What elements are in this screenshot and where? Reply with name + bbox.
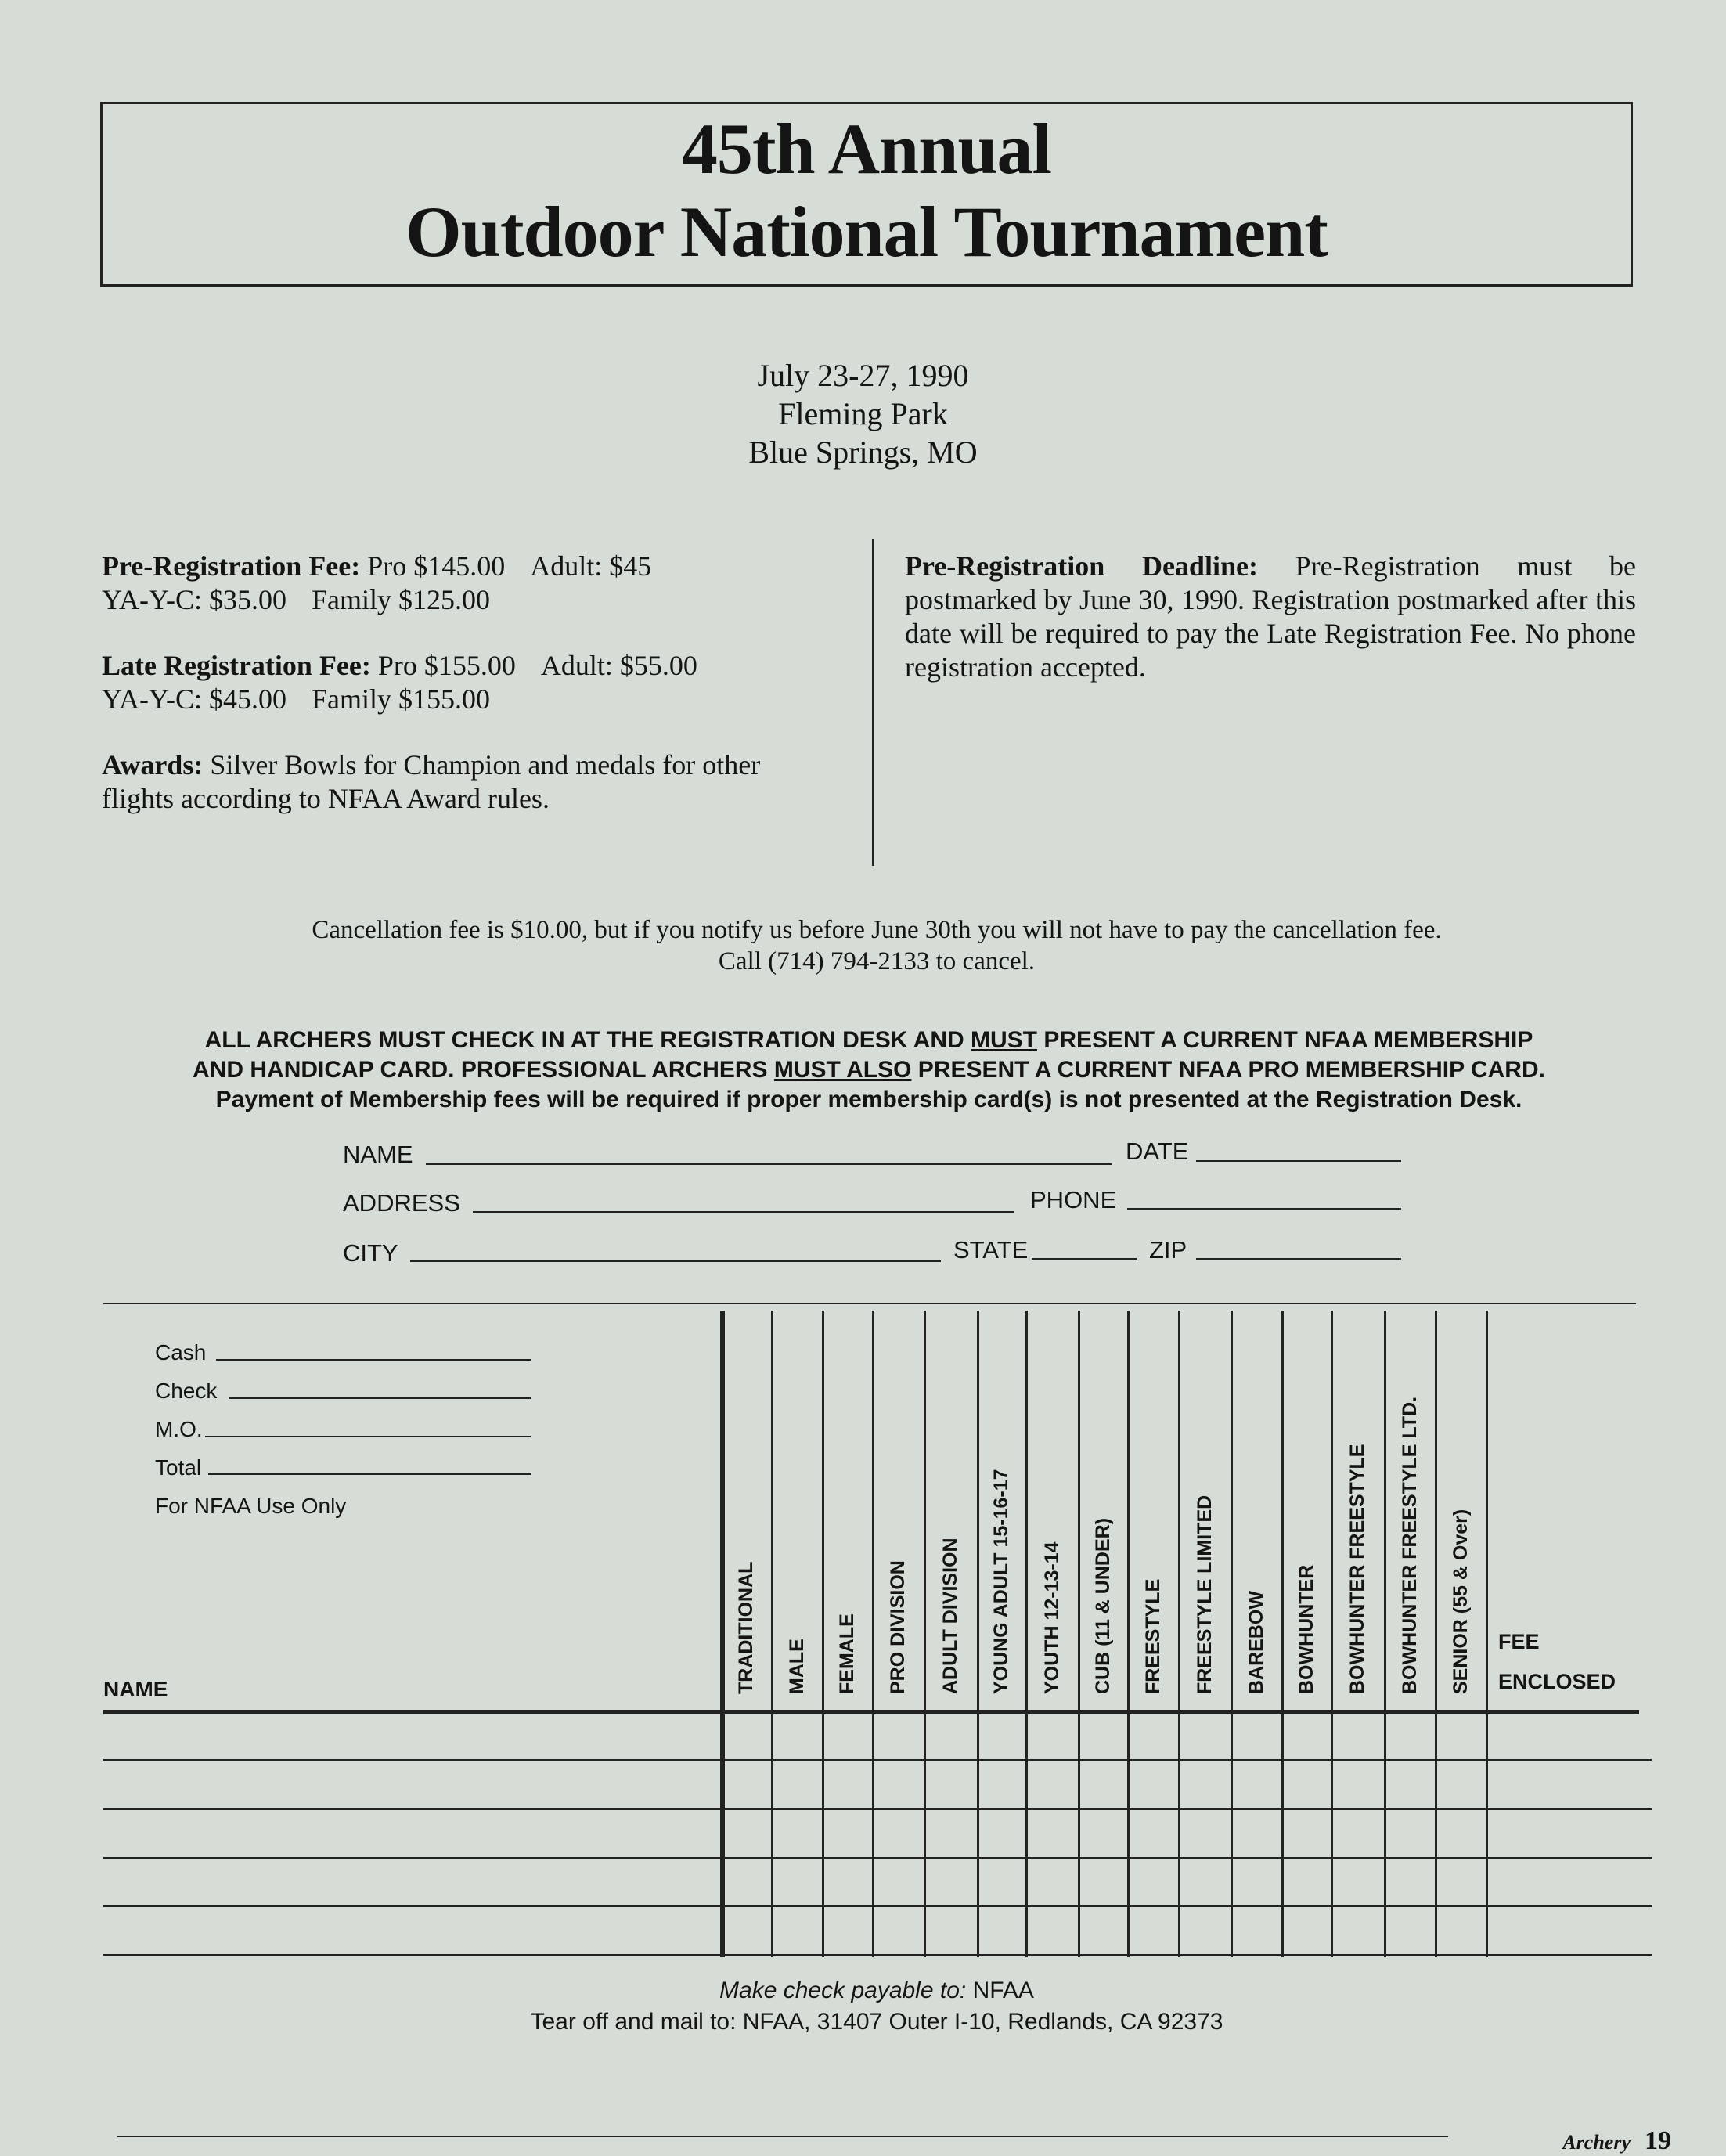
cancellation-line-1: Cancellation fee is $10.00, but if you notify us before June 30th you will not have to pay the cancellation fee. (312, 916, 1442, 944)
page-footer (1562, 2126, 1671, 2156)
payment-mo-label: M.O. (155, 1417, 203, 1441)
column-divider (872, 1311, 874, 1957)
payable-label: Make check payable to: (719, 1978, 967, 2003)
column-divider (720, 1311, 725, 1957)
notice-line-3: Payment of Membership fees will be required if proper membership card(s) is not presented at the Registration Desk. (215, 1087, 1522, 1112)
column-header: BOWHUNTER FREESTYLE (1346, 1444, 1368, 1694)
deadline-text: Pre-Registration must be postmarked by June 30, 1990. Registration postmarked after this date will be required to pay the Late Registration Fee. No phone registration accepted. (905, 550, 1636, 683)
name-label: NAME (343, 1141, 413, 1168)
column-header: YOUNG ADULT 15-16-17 (990, 1469, 1012, 1694)
address-label: ADDRESS (343, 1189, 460, 1217)
tear-line (117, 2136, 1448, 2137)
column-divider (1127, 1311, 1130, 1957)
pre-fee-family: Family $125.00 (312, 584, 491, 615)
phone-label: PHONE (1030, 1186, 1117, 1213)
column-divider (1384, 1311, 1386, 1957)
late-fee-yayc: YA-Y-C: $45.00 (102, 683, 287, 715)
notice-line-2: AND HANDICAP CARD. PROFESSIONAL ARCHERS MUST ALSO PRESENT A CURRENT NFAA PRO MEMBERSHIP CARD. (193, 1057, 1545, 1083)
payment-check-field[interactable] (229, 1397, 531, 1399)
magazine-name: Archery (1562, 2131, 1631, 2154)
column-divider (1331, 1311, 1333, 1957)
awards-label: Awards: (102, 749, 204, 781)
event-location: Blue Springs, MO (748, 434, 978, 470)
column-divider (1025, 1311, 1028, 1957)
column-header: FEMALE (836, 1613, 858, 1694)
pre-fee-adult: Adult: $45 (530, 550, 652, 582)
payable-name: NFAA (972, 1978, 1034, 2003)
cancellation-line-2: Call (714) 794-2133 to cancel. (718, 947, 1036, 975)
title-line-2: Outdoor National Tournament (405, 192, 1328, 272)
late-fee-label: Late Registration Fee: (102, 650, 371, 681)
payment-nfaa-label: For NFAA Use Only (155, 1494, 347, 1518)
event-dates: July 23-27, 1990 (757, 358, 969, 393)
payment-cash-field[interactable] (216, 1359, 531, 1361)
fee-header-line-1: FEE (1498, 1630, 1540, 1653)
column-divider (1178, 1311, 1180, 1957)
pre-fee-pro: Pro $145.00 (367, 550, 506, 582)
notice-line-1: ALL ARCHERS MUST CHECK IN AT THE REGISTRATION DESK AND MUST PRESENT A CURRENT NFAA MEMBERSHIP (204, 1027, 1533, 1053)
late-fee-adult: Adult: $55.00 (540, 650, 697, 681)
awards-text: Silver Bowls for Champion and medals for other flights according to NFAA Award rules. (102, 749, 761, 814)
column-header: SENIOR (55 & Over) (1449, 1509, 1472, 1694)
column-header: CUB (11 & UNDER) (1091, 1517, 1114, 1694)
column-divider (1435, 1311, 1437, 1957)
column-header: BAREBOW (1245, 1591, 1267, 1694)
state-label: STATE (953, 1236, 1029, 1264)
table-row (103, 1905, 1652, 1907)
title-line-1: 45th Annual (681, 109, 1052, 189)
deadline-label: Pre-Registration Deadline: (905, 550, 1258, 582)
date-label: DATE (1126, 1137, 1189, 1165)
column-divider (1486, 1311, 1488, 1957)
city-label: CITY (343, 1239, 398, 1267)
column-header: PRO DIVISION (887, 1560, 909, 1694)
table-row (103, 1808, 1652, 1810)
column-divider (771, 1311, 773, 1957)
payment-cash-label: Cash (155, 1340, 207, 1365)
header-rule (103, 1710, 1639, 1714)
column-header: TRADITIONAL (734, 1561, 757, 1694)
table-row (103, 1954, 1652, 1956)
table-row (103, 1759, 1652, 1761)
payment-check-label: Check (155, 1379, 218, 1403)
column-divider (1078, 1311, 1080, 1957)
column-header: ADULT DIVISION (939, 1538, 961, 1694)
table-top-rule (103, 1303, 1636, 1304)
payment-mo-field[interactable] (205, 1436, 531, 1437)
payment-total-field[interactable] (208, 1473, 531, 1475)
table-row (103, 1857, 1652, 1859)
column-header: YOUTH 12-13-14 (1040, 1541, 1063, 1694)
late-fee-family: Family $155.00 (312, 683, 491, 715)
payment-total-label: Total (155, 1455, 202, 1480)
zip-label: ZIP (1149, 1236, 1187, 1264)
late-fee-pro: Pro $155.00 (377, 650, 516, 681)
event-venue: Fleming Park (778, 396, 948, 431)
column-divider (1231, 1311, 1233, 1957)
column-divider (1281, 1311, 1284, 1957)
column-header: FREESTYLE (1141, 1578, 1164, 1694)
fee-header-line-2: ENCLOSED (1498, 1670, 1616, 1693)
column-divider (822, 1311, 824, 1957)
pre-fee-label: Pre-Registration Fee: (102, 550, 361, 582)
column-divider (977, 1311, 979, 1957)
mail-address: Tear off and mail to: NFAA, 31407 Outer I-10, Redlands, CA 92373 (530, 2009, 1223, 2035)
column-header: MALE (785, 1639, 808, 1694)
column-header: BOWHUNTER FREESTYLE LTD. (1398, 1396, 1421, 1694)
pre-fee-yayc: YA-Y-C: $35.00 (102, 584, 287, 615)
column-header: BOWHUNTER (1295, 1564, 1317, 1694)
name-column-header: NAME (103, 1677, 168, 1701)
column-divider (924, 1311, 926, 1957)
page-number: 19 (1645, 2126, 1671, 2155)
column-header: FREESTYLE LIMITED (1193, 1494, 1216, 1694)
payable-to (0, 1978, 1726, 2004)
